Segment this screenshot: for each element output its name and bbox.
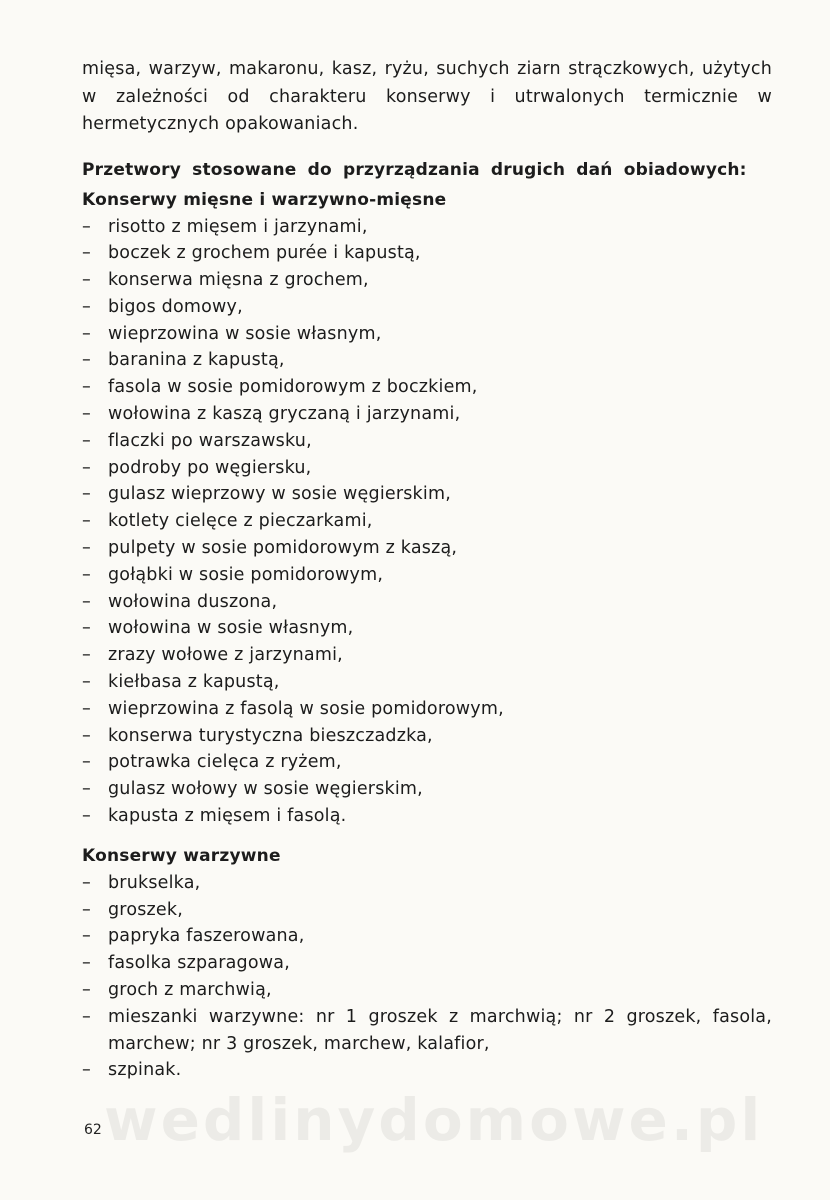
list-item — [82, 1057, 772, 1084]
list-item — [82, 723, 772, 750]
list-item — [82, 589, 772, 616]
list-item — [82, 401, 772, 428]
list-bullet: – — [82, 779, 91, 800]
list-item-text: konserwa turystyczna bieszczadzka, — [108, 725, 433, 746]
list-item-text: szpinak. — [108, 1060, 182, 1081]
list-item-text: gulasz wieprzowy w sosie węgierskim, — [108, 484, 451, 505]
list-item — [82, 776, 772, 803]
list-item — [82, 214, 772, 241]
list-item-text: wieprzowina z fasolą w sosie pomidorowym, — [108, 698, 504, 719]
list-item-text: zrazy wołowe z jarzynami, — [108, 645, 343, 666]
list-item-text: wieprzowina w sosie własnym, — [108, 323, 382, 344]
list-bullet: – — [82, 270, 91, 291]
list-item-text: boczek z grochem purée i kapustą, — [108, 243, 421, 264]
list-item-text: fasola w sosie pomidorowym z boczkiem, — [108, 377, 478, 398]
list-item — [82, 897, 772, 924]
list-item — [82, 321, 772, 348]
list-item-text: brukselka, — [108, 872, 201, 893]
list-item-text: konserwa mięsna z grochem, — [108, 270, 369, 291]
list-bullet: – — [82, 872, 91, 893]
list-bullet: – — [82, 296, 91, 317]
list-item — [82, 455, 772, 482]
vegetable-list — [82, 870, 772, 1084]
list-item-text: mieszanki warzywne: nr 1 groszek z marchwią; nr 2 groszek, fasola, marchew; nr 3 groszek, marchew, kalafior, — [108, 1006, 772, 1054]
list-item-text: kiełbasa z kapustą, — [108, 672, 280, 693]
section-heading-meat: Konserwy mięsne i warzywno-mięsne — [82, 189, 447, 210]
list-item-text: wołowina w sosie własnym, — [108, 618, 354, 639]
list-item-text: kapusta z mięsem i fasolą. — [108, 806, 347, 827]
list-item — [82, 428, 772, 455]
list-item-text: podroby po węgiersku, — [108, 457, 312, 478]
list-bullet: – — [82, 538, 91, 559]
list-item — [82, 347, 772, 374]
section-heading-vegetable: Konserwy warzywne — [82, 845, 281, 866]
list-item — [82, 615, 772, 642]
list-bullet: – — [82, 323, 91, 344]
meat-list — [82, 214, 772, 830]
list-bullet: – — [82, 953, 91, 974]
list-item-text: risotto z mięsem i jarzynami, — [108, 216, 368, 237]
list-bullet: – — [82, 377, 91, 398]
list-bullet: – — [82, 672, 91, 693]
document-page — [82, 56, 772, 1084]
list-item-text: bigos domowy, — [108, 296, 243, 317]
page-number: 62 — [84, 1122, 102, 1138]
list-item — [82, 749, 772, 776]
list-item-text: gulasz wołowy w sosie węgierskim, — [108, 779, 423, 800]
list-bullet: – — [82, 564, 91, 585]
list-item — [82, 669, 772, 696]
list-item-text: groch z marchwią, — [108, 980, 272, 1001]
list-item-text: wołowina z kaszą gryczaną i jarzynami, — [108, 404, 461, 425]
list-item — [82, 642, 772, 669]
list-item — [82, 1004, 772, 1058]
list-item — [82, 923, 772, 950]
list-bullet: – — [82, 806, 91, 827]
list-item — [82, 294, 772, 321]
list-bullet: – — [82, 591, 91, 612]
list-item — [82, 267, 772, 294]
list-item-text: baranina z kapustą, — [108, 350, 285, 371]
list-item — [82, 803, 772, 830]
list-bullet: – — [82, 243, 91, 264]
list-item-text: papryka faszerowana, — [108, 926, 305, 947]
list-item — [82, 481, 772, 508]
list-bullet: – — [82, 698, 91, 719]
list-bullet: – — [82, 618, 91, 639]
list-bullet: – — [82, 725, 91, 746]
list-bullet: – — [82, 404, 91, 425]
list-bullet: – — [82, 926, 91, 947]
list-item — [82, 696, 772, 723]
list-item — [82, 535, 772, 562]
list-item-text: kotlety cielęce z pieczarkami, — [108, 511, 373, 532]
list-bullet: – — [82, 457, 91, 478]
list-item — [82, 950, 772, 977]
list-bullet: – — [82, 430, 91, 451]
watermark: wedlinydomowe.pl — [104, 1086, 764, 1154]
list-bullet: – — [82, 645, 91, 666]
list-item — [82, 240, 772, 267]
list-bullet: – — [82, 350, 91, 371]
main-heading: Przetwory stosowane do przyrządzania drugich dań obiadowych: — [82, 159, 747, 180]
list-bullet: – — [82, 752, 91, 773]
list-item — [82, 374, 772, 401]
list-item — [82, 562, 772, 589]
intro-paragraph: mięsa, warzyw, makaronu, kasz, ryżu, suchych ziarn strączkowych, użytych w zależności od charakteru konserwy i utrwalonych termicznie w hermetycznych opakowaniach. — [82, 59, 772, 134]
list-item — [82, 870, 772, 897]
list-item-text: fasolka szparagowa, — [108, 953, 290, 974]
list-item-text: wołowina duszona, — [108, 591, 278, 612]
list-item — [82, 508, 772, 535]
list-item-text: pulpety w sosie pomidorowym z kaszą, — [108, 538, 458, 559]
list-item-text: flaczki po warszawsku, — [108, 430, 312, 451]
list-item — [82, 977, 772, 1004]
list-item-text: potrawka cielęca z ryżem, — [108, 752, 342, 773]
list-bullet: – — [82, 1060, 91, 1081]
list-bullet: – — [82, 899, 91, 920]
list-item-text: gołąbki w sosie pomidorowym, — [108, 564, 384, 585]
list-bullet: – — [82, 484, 91, 505]
list-bullet: – — [82, 1006, 91, 1027]
list-bullet: – — [82, 980, 91, 1001]
list-bullet: – — [82, 511, 91, 532]
list-item-text: groszek, — [108, 899, 183, 920]
list-bullet: – — [82, 216, 91, 237]
